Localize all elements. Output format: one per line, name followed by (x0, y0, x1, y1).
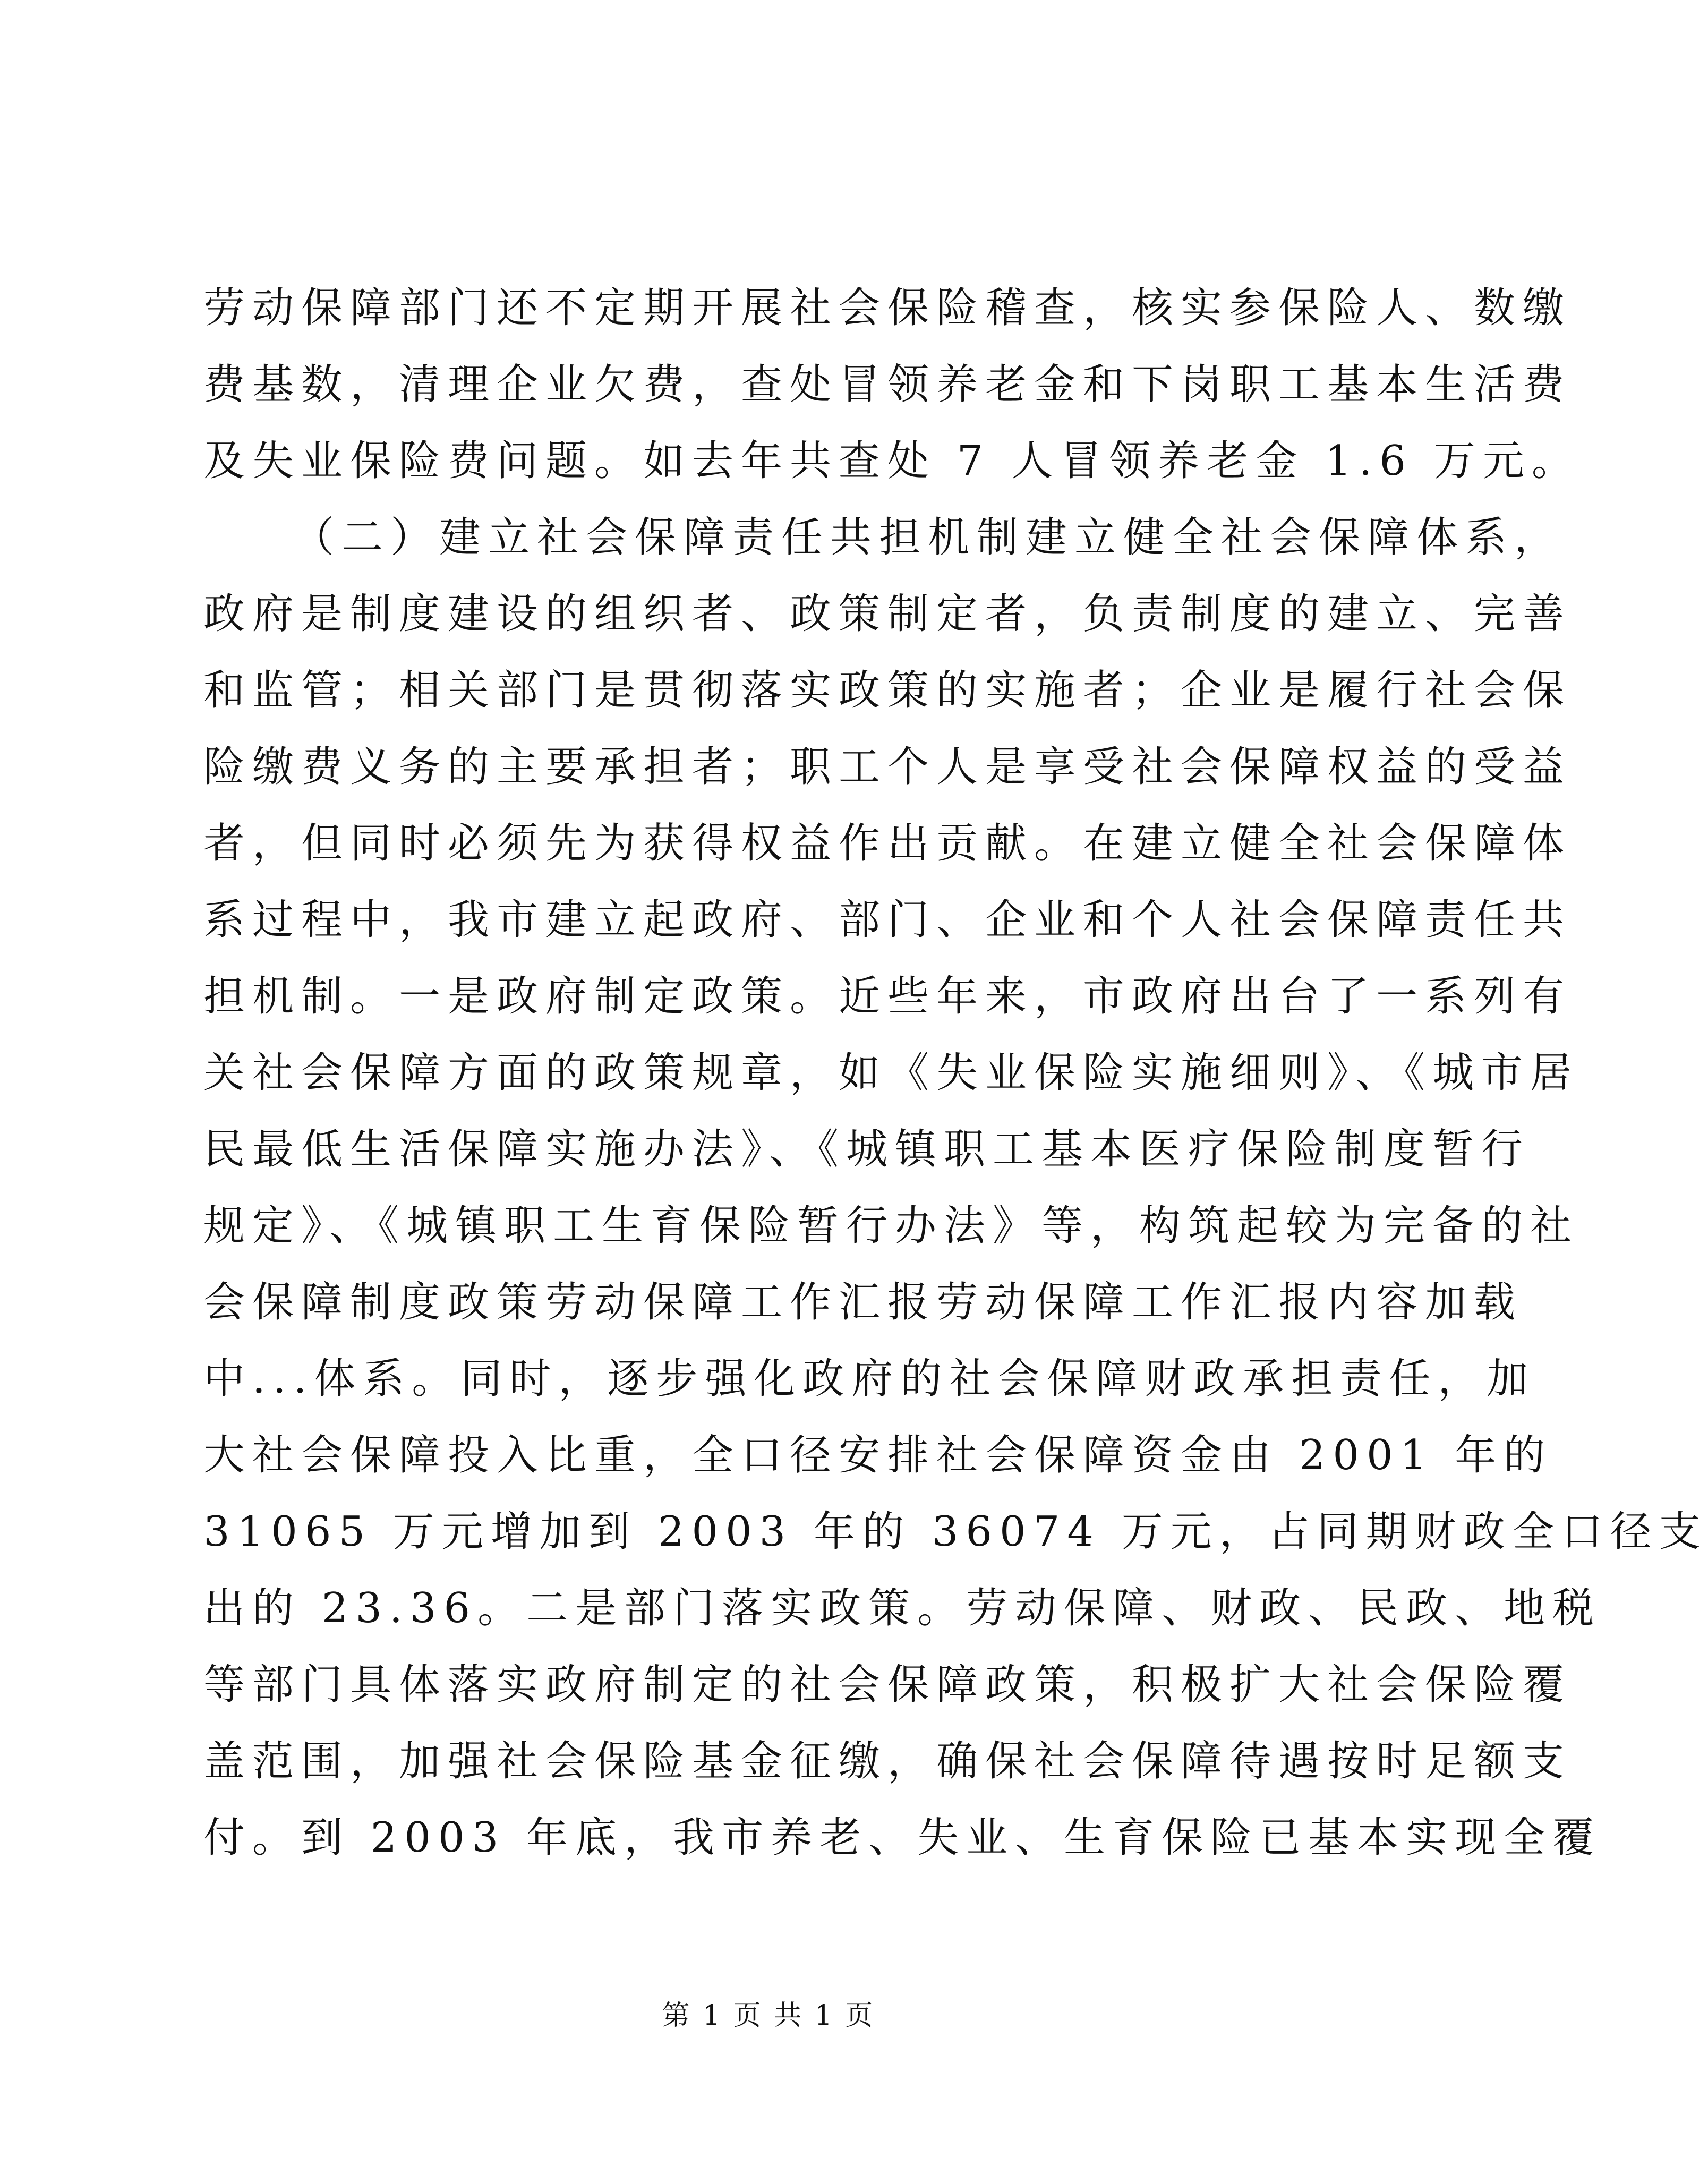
text-line: 会保障制度政策劳动保障工作汇报劳动保障工作汇报内容加载 (203, 1278, 1523, 1326)
text-line: 大社会保障投入比重，全口径安排社会保障资金由 2001 年的 (203, 1431, 1553, 1479)
text-line: 险缴费义务的主要承担者；职工个人是享受社会保障权益的受益 (203, 743, 1572, 791)
text-line: 系过程中，我市建立起政府、部门、企业和个人社会保障责任共 (203, 896, 1572, 944)
page-footer (0, 1997, 1537, 2034)
text-line: 政府是制度建设的组织者、政策制定者，负责制度的建立、完善 (203, 590, 1572, 638)
text-line: 等部门具体落实政府制定的社会保障政策，积极扩大社会保险覆 (203, 1661, 1572, 1709)
text-line: 31065 万元增加到 2003 年的 36074 万元，占同期财政全口径支 (203, 1508, 1708, 1556)
text-line: 中...体系。同时，逐步强化政府的社会保障财政承担责任，加 (203, 1355, 1536, 1403)
page-number-label: 第 1 页 共 1 页 (662, 2000, 875, 2032)
text-line: 盖范围，加强社会保险基金征缴，确保社会保障待遇按时足额支 (203, 1737, 1572, 1785)
text-line: 出的 23.36。二是部门落实政策。劳动保障、财政、民政、地税 (203, 1584, 1602, 1632)
text-line: 费基数，清理企业欠费，查处冒领养老金和下岗职工基本生活费 (203, 361, 1572, 408)
text-line: 民最低生活保障实施办法》、《城镇职工基本医疗保险制度暂行 (203, 1126, 1531, 1173)
text-line: 劳动保障部门还不定期开展社会保险稽查，核实参保险人、数缴 (203, 284, 1572, 332)
text-line: 付。到 2003 年底，我市养老、失业、生育保险已基本实现全覆 (203, 1814, 1602, 1862)
text-line: 者，但同时必须先为获得权益作出贡献。在建立健全社会保障体 (203, 820, 1572, 867)
text-line: 和监管；相关部门是贯彻落实政策的实施者；企业是履行社会保 (203, 667, 1572, 714)
text-line: 规定》、《城镇职工生育保险暂行办法》等，构筑起较为完备的社 (203, 1202, 1579, 1250)
body-text (203, 282, 1708, 1888)
text-line: 担机制。一是政府制定政策。近些年来，市政府出台了一系列有 (203, 973, 1572, 1020)
text-line: 关社会保障方面的政策规章，如《失业保险实施细则》、《城市居 (203, 1049, 1579, 1097)
text-line: 及失业保险费问题。如去年共查处 7 人冒领养老金 1.6 万元。 (203, 437, 1581, 485)
section-heading-line: （二）建立社会保障责任共担机制建立健全社会保障体系， (293, 514, 1564, 561)
